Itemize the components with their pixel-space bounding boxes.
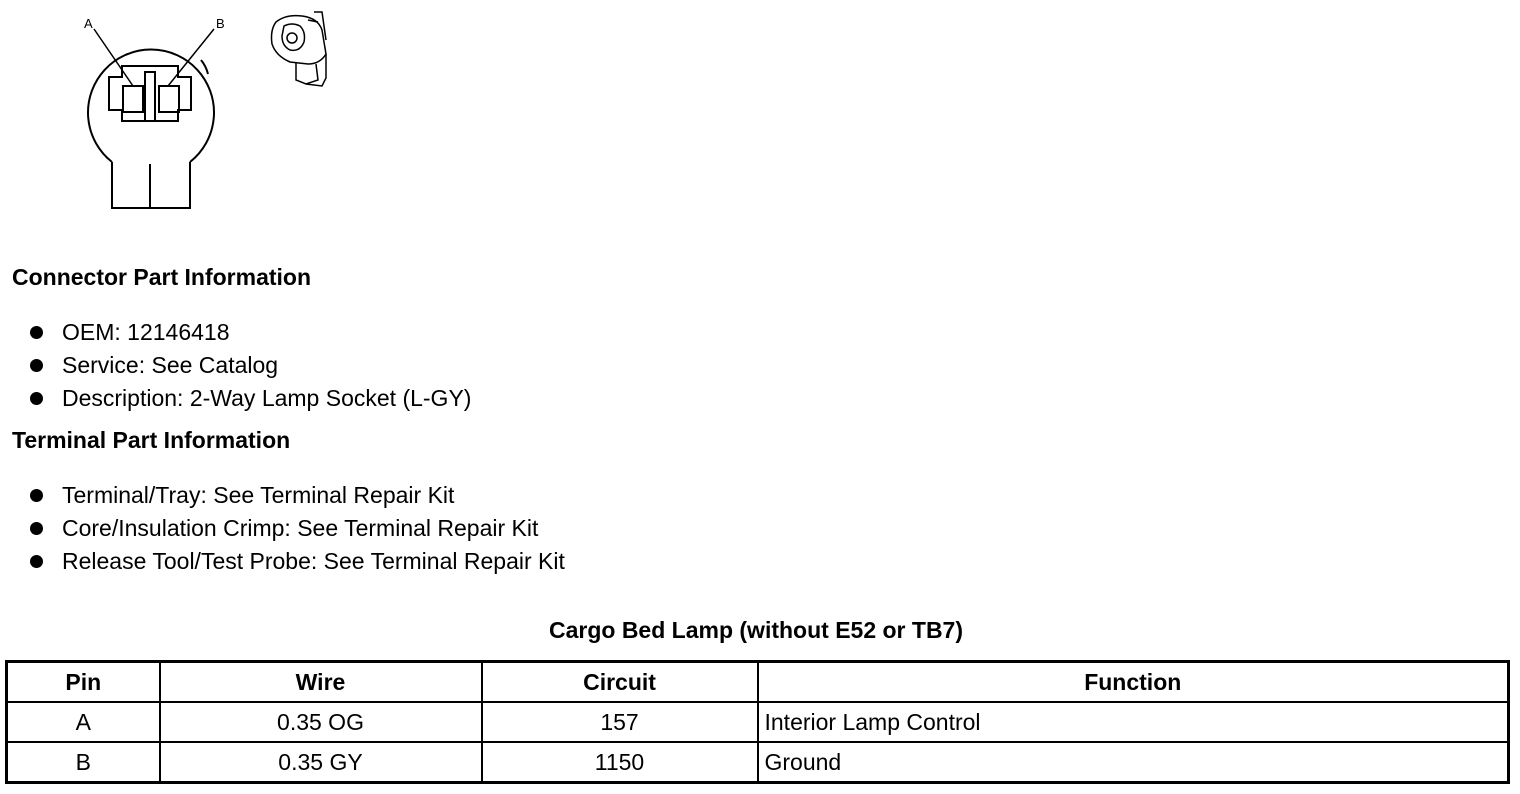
pin-b-label: B [216,16,225,31]
header-circuit: Circuit [482,662,758,703]
bullet-icon [30,359,43,372]
pinout-table [5,660,1510,784]
cell-pin: B [7,742,160,783]
terminal-a-cavity [123,86,143,112]
header-pin: Pin [7,662,160,703]
terminal-info-title: Terminal Part Information [12,427,291,453]
bullet-icon [30,555,43,568]
list-item-text: Terminal/Tray: See Terminal Repair Kit [62,482,455,508]
bullet-icon [30,522,43,535]
connector-info-title: Connector Part Information [12,264,312,290]
connector-diagram [0,0,360,225]
cell-function: Ground [758,742,1509,783]
cell-wire: 0.35 OG [160,702,482,742]
cell-function: Interior Lamp Control [758,702,1509,742]
bullet-icon [30,326,43,339]
pinout-table-title: Cargo Bed Lamp (without E52 or TB7) [548,617,964,643]
list-item-text: OEM: 12146418 [62,319,230,345]
list-item-text: Release Tool/Test Probe: See Terminal Repair Kit [62,548,565,574]
cell-pin: A [7,702,160,742]
cell-wire: 0.35 GY [160,742,482,783]
cell-circuit: 157 [482,702,758,742]
bullet-icon [30,392,43,405]
list-item-text: Core/Insulation Crimp: See Terminal Repair Kit [62,515,539,541]
socket-iso-view [272,12,327,86]
table-row [7,702,1509,742]
table-row [7,742,1509,783]
pin-a-label: A [84,16,93,31]
header-wire: Wire [160,662,482,703]
socket-face [88,50,214,208]
cell-circuit: 1150 [482,742,758,783]
list-item-text: Service: See Catalog [62,352,279,378]
terminal-b-cavity [159,86,179,112]
table-header-row [7,662,1509,703]
bullet-icon [30,489,43,502]
header-function: Function [758,662,1509,703]
list-item-text: Description: 2-Way Lamp Socket (L-GY) [62,385,472,411]
